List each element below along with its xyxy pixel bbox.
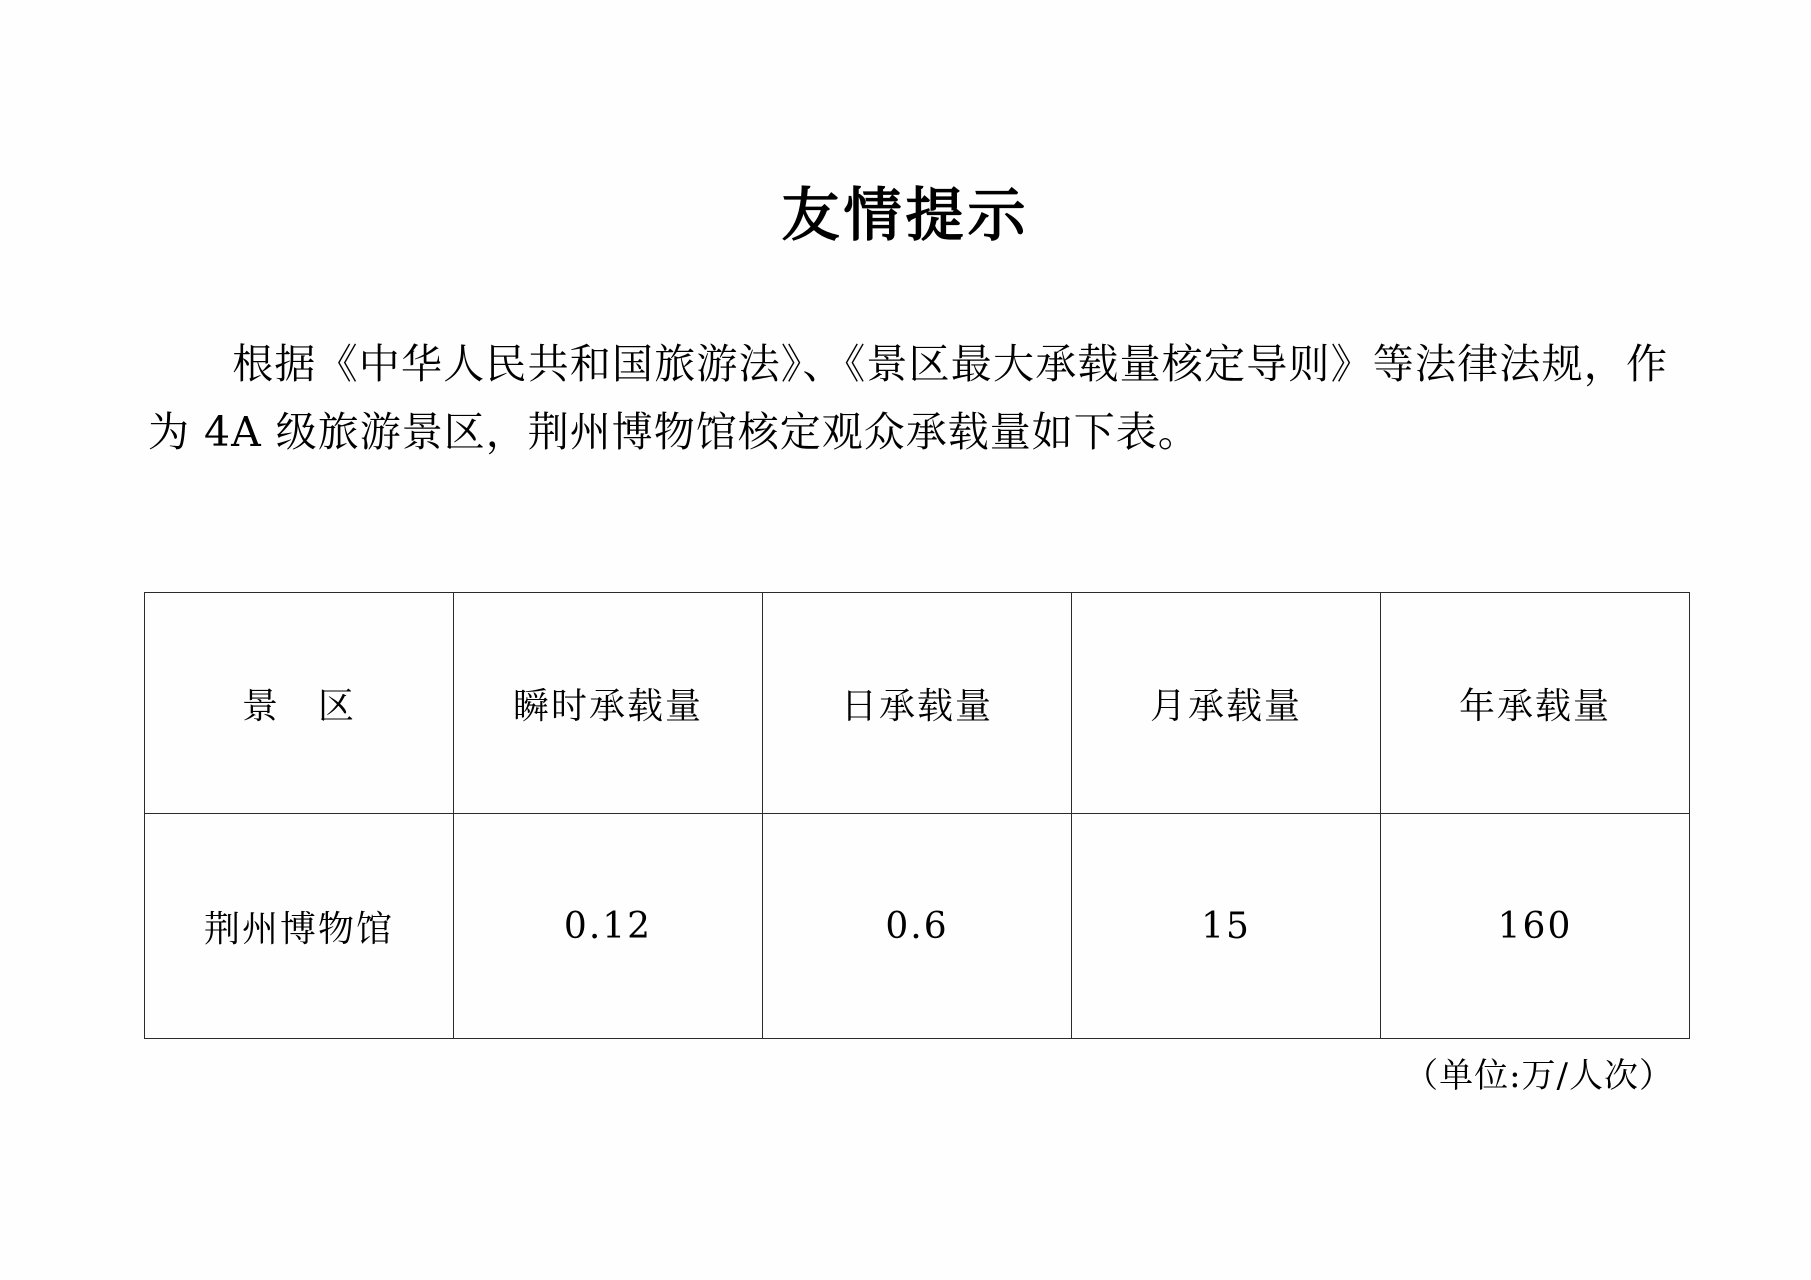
table-header-row <box>145 593 1690 814</box>
table-header-cell-monthly: 月承载量 <box>1072 593 1381 814</box>
cell-scenic-area: 荆州博物馆 <box>145 814 454 1039</box>
capacity-table-container <box>144 592 1674 1039</box>
unit-note: （单位:万/人次） <box>1404 1056 1674 1096</box>
paragraph-text: 根据《中华人民共和国旅游法》、《景区最大承载量核定导则》等法律法规，作为 4A 级旅游景区，荆州博物馆核定观众承载量如下表。 <box>148 340 1668 456</box>
cell-monthly-capacity: 15 <box>1072 814 1381 1039</box>
cell-instant-capacity: 0.12 <box>454 814 763 1039</box>
body-paragraph <box>148 330 1668 466</box>
table-header-cell-instant: 瞬时承载量 <box>454 593 763 814</box>
page-title: 友情提示 <box>781 181 1030 249</box>
capacity-table <box>144 592 1690 1039</box>
table-header-cell-scenic-area: 景 区 <box>145 593 454 814</box>
cell-yearly-capacity: 160 <box>1381 814 1690 1039</box>
table-header-cell-daily: 日承载量 <box>763 593 1072 814</box>
table-header-cell-yearly: 年承载量 <box>1381 593 1690 814</box>
table-row <box>145 814 1690 1039</box>
cell-daily-capacity: 0.6 <box>763 814 1072 1039</box>
